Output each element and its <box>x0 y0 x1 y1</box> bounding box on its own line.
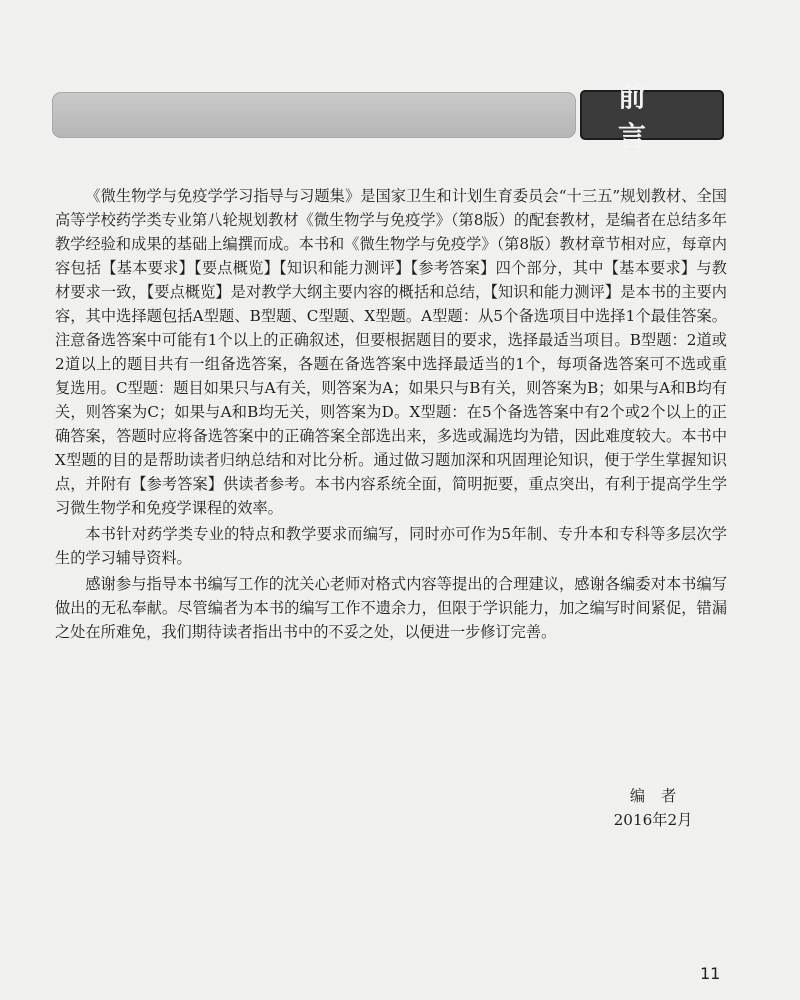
paragraph: 感谢参与指导本书编写工作的沈关心老师对格式内容等提出的合理建议，感谢各编委对本书编写做出的无私奉献。尽管编者为本书的编写工作不遗余力，但限于学识能力，加之编写时间紧促，错漏之处在所难免，我们期待读者指出书中的不妥之处，以便进一步修订完善。 <box>55 575 727 641</box>
section-title: 前 言 <box>580 90 724 140</box>
signature <box>608 784 698 832</box>
page-number: 11 <box>700 964 721 983</box>
preface-body <box>55 184 727 646</box>
signature-date: 2016年2月 <box>613 811 693 829</box>
section-header-bar <box>52 92 576 138</box>
paragraph: 《微生物学与免疫学学习指导与习题集》是国家卫生和计划生育委员会“十三五”规划教材、全国高等学校药学类专业第八轮规划教材《微生物学与免疫学》（第8版）的配套教材，是编者在总结多年教学经验和成果的基础上编撰而成。本书和《微生物学与免疫学》（第8版）教材章节相对应，每章内容包括【基本要求】【要点概览】【知识和能力测评】【参考答案】四个部分，其中【基本要求】与教材要求一致，【要点概览】是对教学大纲主要内容的概括和总结，【知识和能力测评】是本书的主要内容，其中选择题包括A型题、B型题、C型题、X型题。A型题：从5个备选项目中选择1个最佳答案。注意备选答案中可能有1个以上的正确叙述，但要根据题目的要求，选择最适当项目。B型题：2道或2道以上的题目共有一组备选答案，各题在备选答案中选择最适当的1个，每项备选答案可不选或重复选用。C型题：题目如果只与A有关，则答案为A；如果只与B有关，则答案为B；如果与A和B均有关，则答案为C；如果与A和B均无关，则答案为D。X型题：在5个备选答案中有2个或2个以上的正确答案，答题时应将备选答案中的正确答案全部选出来，多选或漏选均为错，因此难度较大。本书中X型题的目的是帮助读者归纳总结和对比分析。通过做习题加深和巩固理论知识，便于学生掌握知识点，并附有【参考答案】供读者参考。本书内容系统全面，简明扼要，重点突出，有利于提高学生学习微生物学和免疫学课程的效率。 <box>55 187 727 517</box>
signature-author: 编者 <box>629 787 693 805</box>
paragraph: 本书针对药学类专业的特点和教学要求而编写，同时亦可作为5年制、专升本和专科等多层次学生的学习辅导资料。 <box>55 525 727 567</box>
